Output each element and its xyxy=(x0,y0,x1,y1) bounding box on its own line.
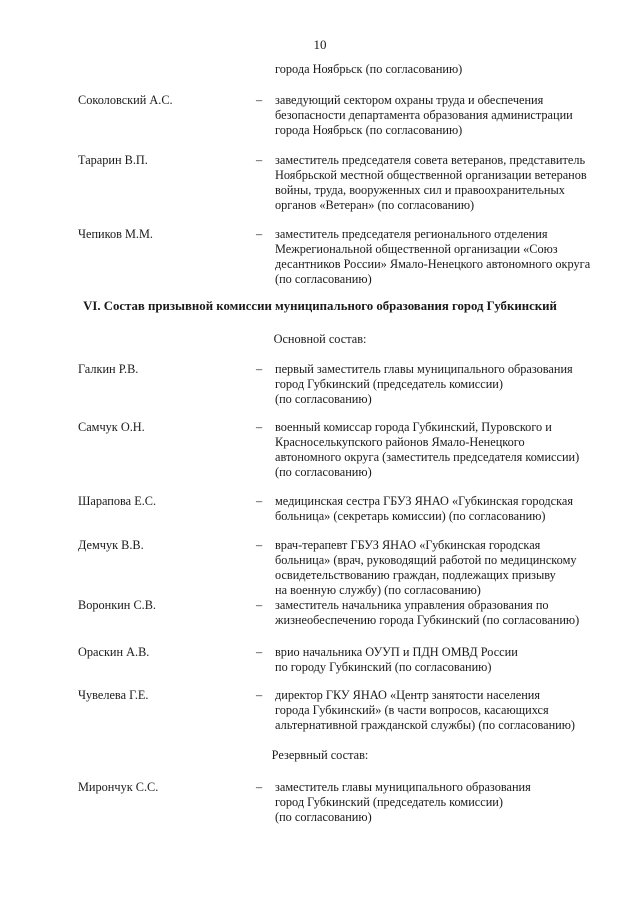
reserve-composition-heading: Резервный состав: xyxy=(271,748,369,762)
entry-dash: – xyxy=(256,494,263,508)
section-title: VI. Состав призывной комиссии муниципального образования город Губкинский xyxy=(83,299,557,313)
entry-dash: – xyxy=(256,362,263,376)
entry-dash: – xyxy=(256,688,263,702)
role-line: войны, труда, вооруженных сил и правоохранительных xyxy=(275,183,565,197)
entry-role xyxy=(275,93,610,138)
member-name: Соколовский А.С. xyxy=(78,93,173,107)
entry-role xyxy=(275,645,610,675)
role-line: жизнеобеспечению города Губкинский (по согласованию) xyxy=(275,613,580,627)
entry-role xyxy=(275,420,610,480)
role-line: автономного округа (заместитель председателя комиссии) xyxy=(275,450,580,464)
entry-dash: – xyxy=(256,227,263,241)
role-line: заведующий сектором охраны труда и обеспечения xyxy=(275,93,544,107)
role-line: Ноябрьской местной общественной организации ветеранов xyxy=(275,168,587,182)
entry-role xyxy=(275,780,610,825)
page-number: 10 xyxy=(313,37,327,52)
entry-role xyxy=(275,227,610,287)
member-name: Шарапова Е.С. xyxy=(78,494,157,508)
role-line: директор ГКУ ЯНАО «Центр занятости населения xyxy=(275,688,541,702)
role-line: органов «Ветеран» (по согласованию) xyxy=(275,198,475,212)
role-line: освидетельствованию граждан, подлежащих призыву xyxy=(275,568,556,582)
entry-role xyxy=(275,62,610,77)
role-line: (по согласованию) xyxy=(275,392,372,406)
role-line: заместитель председателя совета ветеранов, представитель xyxy=(275,153,586,167)
role-line: заместитель председателя регионального отделения xyxy=(275,227,548,241)
role-line: заместитель начальника управления образования по xyxy=(275,598,549,612)
role-line: город Губкинский (председатель комиссии) xyxy=(275,795,503,809)
role-line: города Ноябрьск (по согласованию) xyxy=(275,123,463,137)
entry-dash: – xyxy=(256,780,263,794)
member-name: Чувелева Г.Е. xyxy=(78,688,149,702)
role-line: врач-терапевт ГБУЗ ЯНАО «Губкинская городская xyxy=(275,538,541,552)
role-line: десантников России» Ямало-Ненецкого автономного округа xyxy=(275,257,591,271)
role-line: (по согласованию) xyxy=(275,272,372,286)
entry-dash: – xyxy=(256,153,263,167)
member-name: Галкин Р.В. xyxy=(78,362,139,376)
role-line: Межрегиональной общественной организации «Союз xyxy=(275,242,558,256)
member-name: Тарарин В.П. xyxy=(78,153,148,167)
entry-dash: – xyxy=(256,93,263,107)
role-line: города Ноябрьск (по согласованию) xyxy=(275,62,463,76)
role-line: город Губкинский (председатель комиссии) xyxy=(275,377,503,391)
role-line: военный комиссар города Губкинский, Пуровского и xyxy=(275,420,552,434)
role-line: (по согласованию) xyxy=(275,465,372,479)
member-name: Чепиков М.М. xyxy=(78,227,154,241)
entry-role xyxy=(275,362,610,407)
entry-role xyxy=(275,538,610,598)
role-line: (по согласованию) xyxy=(275,810,372,824)
role-line: заместитель главы муниципального образования xyxy=(275,780,531,794)
role-line: безопасности департамента образования администрации xyxy=(275,108,573,122)
member-name: Воронкин С.В. xyxy=(78,598,156,612)
role-line: врио начальника ОУУП и ПДН ОМВД России xyxy=(275,645,518,659)
entry-dash: – xyxy=(256,598,263,612)
member-name: Демчук В.В. xyxy=(78,538,144,552)
role-line: города Губкинский» (в части вопросов, касающихся xyxy=(275,703,549,717)
entry-role xyxy=(275,688,610,733)
entry-dash: – xyxy=(256,420,263,434)
role-line: на военную службу) (по согласованию) xyxy=(275,583,481,597)
entry-dash: – xyxy=(256,538,263,552)
member-name: Самчук О.Н. xyxy=(78,420,145,434)
role-line: альтернативной гражданской службы) (по согласованию) xyxy=(275,718,576,732)
role-line: первый заместитель главы муниципального образования xyxy=(275,362,573,376)
member-name: Ораскин А.В. xyxy=(78,645,150,659)
role-line: больница» (секретарь комиссии) (по согласованию) xyxy=(275,509,546,523)
main-composition-heading: Основной состав: xyxy=(273,332,367,346)
role-line: Красноселькупского районов Ямало-Ненецкого xyxy=(275,435,525,449)
entry-role xyxy=(275,153,610,213)
role-line: больница» (врач, руководящий работой по медицинскому xyxy=(275,553,577,567)
role-line: медицинская сестра ГБУЗ ЯНАО «Губкинская городская xyxy=(275,494,573,508)
entry-role xyxy=(275,494,610,524)
member-name: Мирончук С.С. xyxy=(78,780,159,794)
entry-dash: – xyxy=(256,645,263,659)
role-line: по городу Губкинский (по согласованию) xyxy=(275,660,492,674)
entry-role xyxy=(275,598,610,628)
